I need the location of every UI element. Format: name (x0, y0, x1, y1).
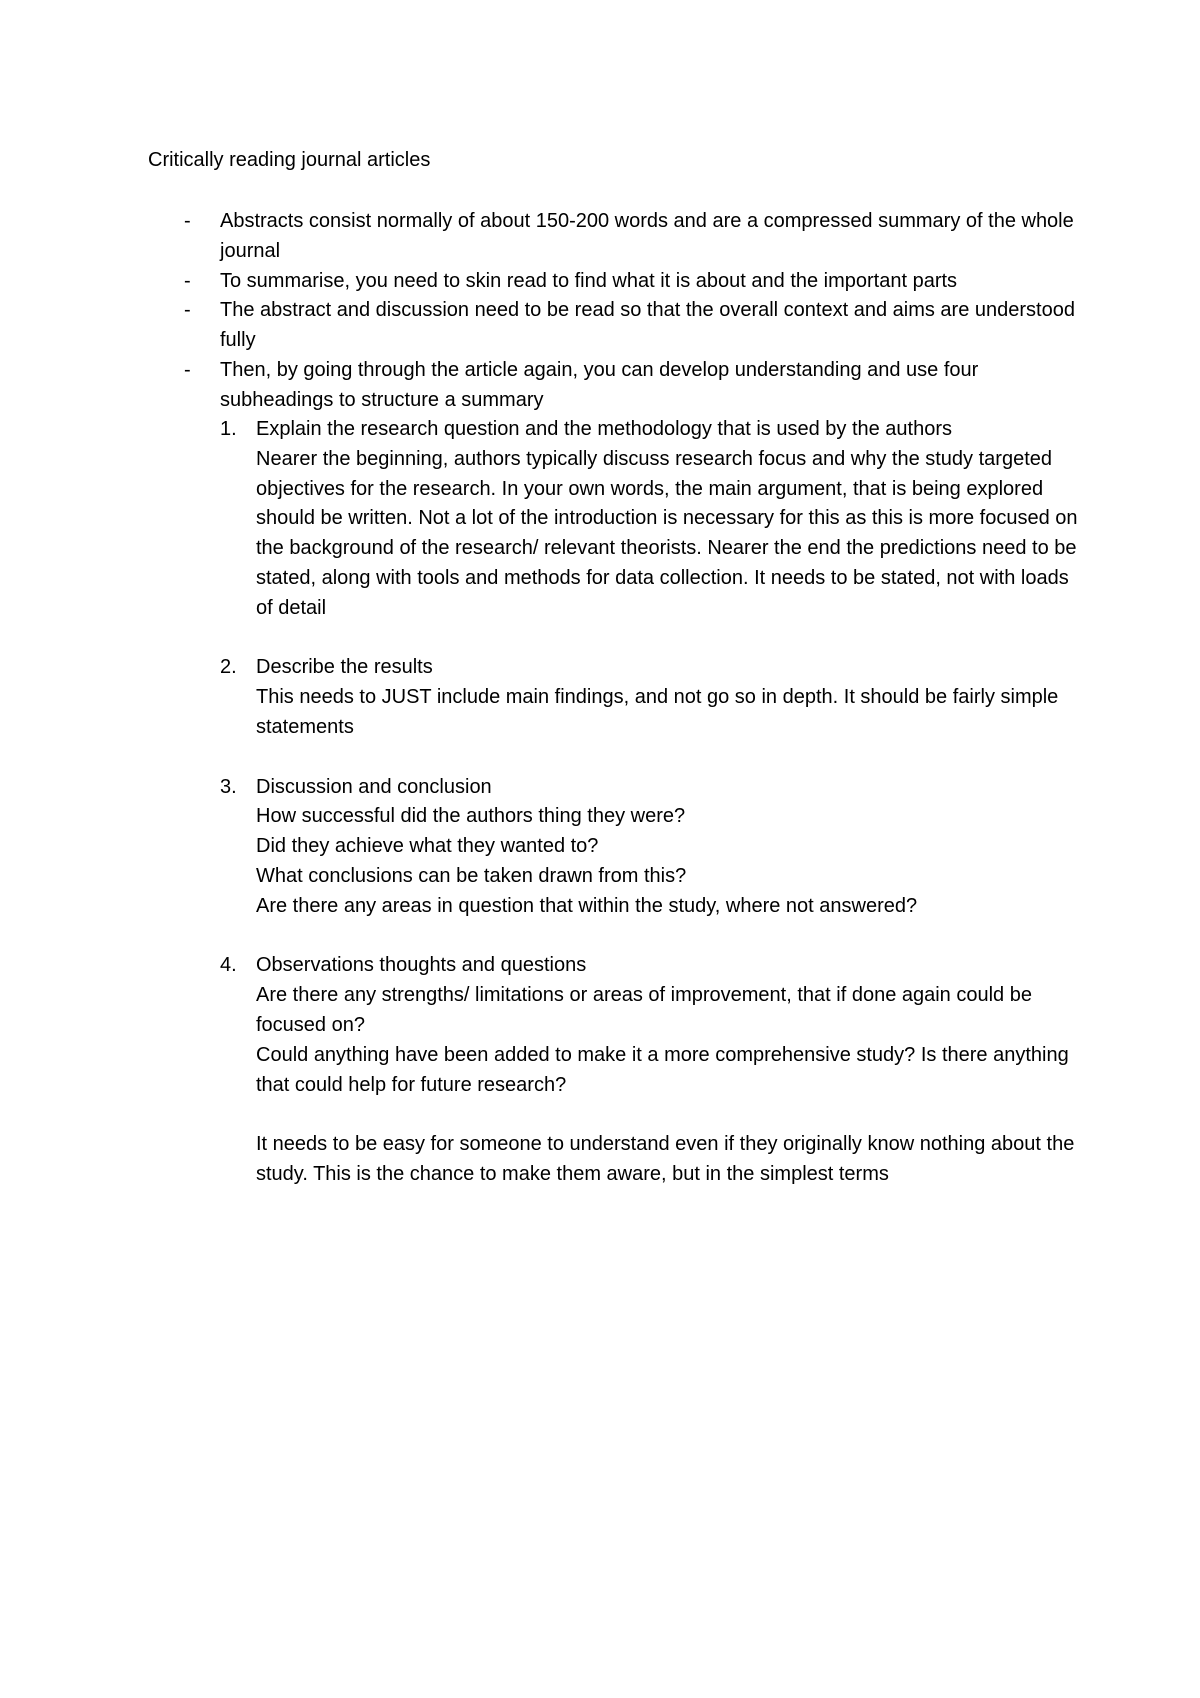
bullet-text: To summarise, you need to skin read to find what it is about and the important parts (220, 269, 958, 292)
section-heading: Discussion and conclusion (256, 775, 492, 798)
section-paragraph: Are there any strengths/ limitations or areas of improvement, that if done again could be focused on? (256, 984, 1032, 1036)
list-item (184, 296, 1084, 356)
question-line: How successful did the authors thing they were? (256, 805, 686, 828)
section-observations (220, 951, 1090, 1189)
spacer (256, 1100, 1090, 1130)
spacer (256, 743, 1090, 773)
section-body: This needs to JUST include main findings, and not go so in depth. It should be fairly simple statements (256, 686, 1059, 738)
bullet-marker: - (184, 269, 191, 292)
section-results (220, 653, 1090, 772)
bullet-marker: - (184, 210, 191, 232)
section-heading: Explain the research question and the methodology that is used by the authors (256, 418, 953, 440)
section-discussion (220, 773, 1090, 952)
section-body: Nearer the beginning, authors typically discuss research focus and why the study targeted objectives for the research. In your own words, the main argument, that is being explored should be written. Not a lot of the introduction is necessary for this as this is more focused on the background of the research/ relevant theorists. Nearer the end the predictions need to be stated, along with tools and methods for data collection. It needs to be stated, not with loads of detail (256, 447, 1078, 619)
closing-paragraph: It needs to be easy for someone to understand even if they originally know nothing about the study. This is the chance to make them aware, but in the simplest terms (256, 1133, 1075, 1185)
section-research-question (220, 415, 1090, 653)
bullet-list (184, 207, 1084, 416)
list-item (184, 267, 1084, 297)
bullet-text: The abstract and discussion need to be read so that the overall context and aims are understood fully (220, 299, 1075, 352)
section-number: 3. (220, 775, 237, 798)
spacer (256, 922, 1090, 952)
bullet-marker: - (184, 299, 191, 322)
section-paragraph: Could anything have been added to make it a more comprehensive study? Is there anything that could help for future research? (256, 1043, 1069, 1096)
section-heading: Observations thoughts and questions (256, 954, 587, 977)
bullet-text: Abstracts consist normally of about 150-200 words and are a compressed summary of the whole journal (220, 210, 1074, 262)
section-number: 4. (220, 954, 237, 977)
section-heading: Describe the results (256, 656, 433, 679)
document-title: Critically reading journal articles (148, 149, 431, 171)
question-line: What conclusions can be taken drawn from this? (256, 864, 687, 887)
section-number: 1. (220, 418, 237, 440)
bullet-text: Then, by going through the article again, you can develop understanding and use four subheadings to structure a summary (220, 358, 979, 411)
numbered-list (220, 415, 1090, 1190)
bullet-marker: - (184, 358, 191, 381)
question-line: Are there any areas in question that within the study, where not answered? (256, 894, 918, 917)
section-number: 2. (220, 656, 237, 679)
spacer (256, 624, 1090, 654)
list-item (184, 356, 1084, 416)
list-item (184, 207, 1084, 267)
question-line: Did they achieve what they wanted to? (256, 835, 599, 858)
